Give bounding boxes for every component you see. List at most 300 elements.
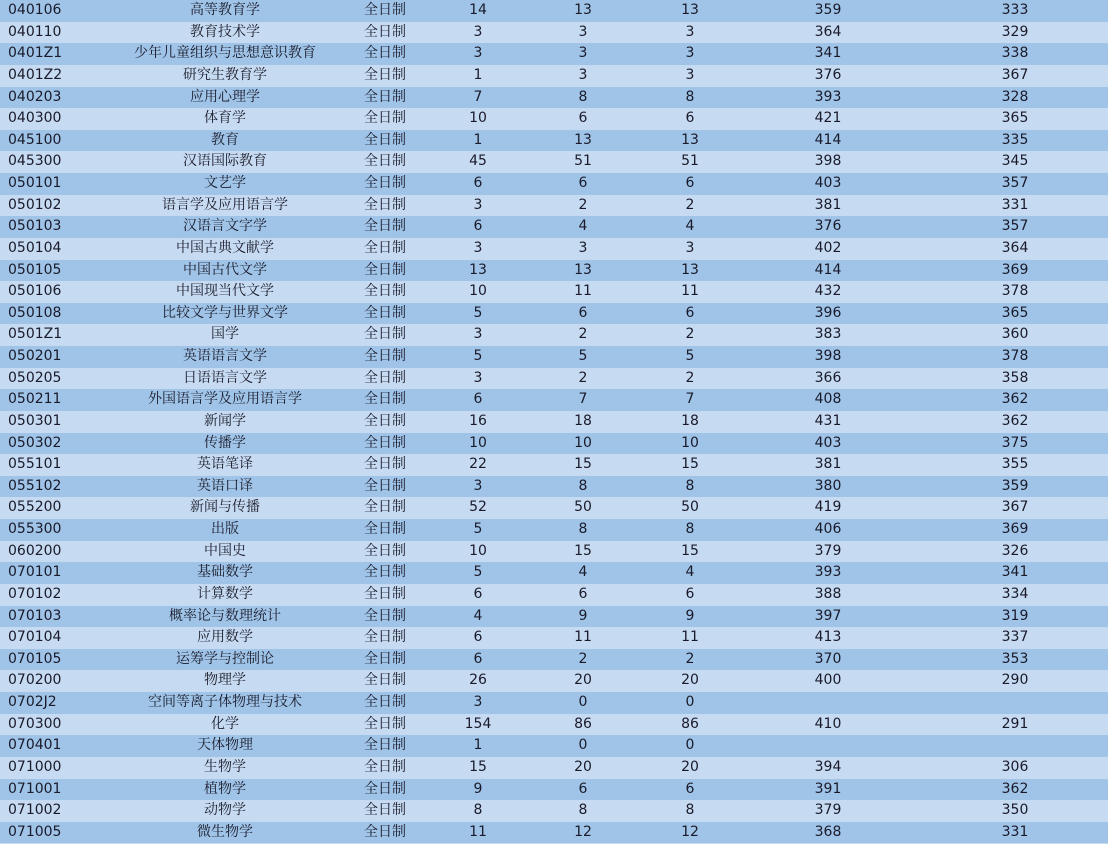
program-name-cell: 物理学 xyxy=(204,672,246,689)
count-2-cell: 2 xyxy=(578,369,588,386)
count-3-cell: 11 xyxy=(681,629,699,646)
study-mode-cell: 全日制 xyxy=(364,672,406,689)
count-1-cell: 10 xyxy=(469,110,487,127)
count-1-cell: 8 xyxy=(473,802,483,819)
count-1-cell: 10 xyxy=(469,434,487,451)
table-row xyxy=(0,195,1108,217)
count-1-cell: 6 xyxy=(473,629,483,646)
program-name-cell: 传播学 xyxy=(204,434,246,451)
program-name-cell: 少年儿童组织与思想意识教育 xyxy=(134,45,316,62)
count-2-cell: 50 xyxy=(574,499,592,516)
score-high-cell: 383 xyxy=(814,326,842,343)
table-row xyxy=(0,519,1108,541)
count-2-cell: 20 xyxy=(574,672,592,689)
program-code-cell: 050104 xyxy=(8,239,62,256)
program-name-cell: 体育学 xyxy=(204,110,246,127)
score-high-cell: 403 xyxy=(814,175,842,191)
program-name-cell: 英语语言文学 xyxy=(183,348,267,364)
score-high-cell: 376 xyxy=(814,218,842,235)
table-row xyxy=(0,303,1108,325)
program-code-cell: 055102 xyxy=(8,477,62,494)
program-code-cell: 0501Z1 xyxy=(8,326,63,343)
program-name-cell: 比较文学与世界文学 xyxy=(162,304,288,321)
score-low-cell: 355 xyxy=(1001,456,1029,473)
count-3-cell: 2 xyxy=(685,369,695,386)
count-3-cell: 15 xyxy=(681,542,699,559)
count-1-cell: 10 xyxy=(469,283,487,300)
score-high-cell: 413 xyxy=(814,629,842,646)
study-mode-cell: 全日制 xyxy=(364,780,406,797)
program-name-cell: 高等教育学 xyxy=(190,2,260,18)
count-3-cell: 9 xyxy=(685,607,695,624)
program-code-cell: 055101 xyxy=(8,456,62,473)
table-row xyxy=(0,130,1108,152)
study-mode-cell: 全日制 xyxy=(364,283,406,300)
program-code-cell: 050108 xyxy=(8,304,62,321)
table-row xyxy=(0,584,1108,606)
count-3-cell: 13 xyxy=(681,261,699,278)
count-1-cell: 3 xyxy=(473,196,483,213)
count-2-cell: 13 xyxy=(574,131,592,148)
study-mode-cell: 全日制 xyxy=(364,239,406,256)
score-high-cell: 379 xyxy=(814,802,842,819)
count-1-cell: 16 xyxy=(469,412,487,429)
count-3-cell: 86 xyxy=(681,715,699,732)
score-low-cell: 358 xyxy=(1001,369,1029,386)
table-row xyxy=(0,151,1108,173)
count-1-cell: 45 xyxy=(469,153,487,170)
count-1-cell: 3 xyxy=(473,694,483,710)
program-code-cell: 040110 xyxy=(8,23,62,40)
table-row xyxy=(0,281,1108,303)
count-3-cell: 11 xyxy=(681,283,699,300)
score-low-cell: 306 xyxy=(1001,758,1029,775)
count-2-cell: 3 xyxy=(578,66,588,83)
count-2-cell: 7 xyxy=(578,391,588,408)
score-low-cell: 369 xyxy=(1001,521,1029,537)
study-mode-cell: 全日制 xyxy=(364,391,406,408)
count-1-cell: 6 xyxy=(473,650,483,667)
count-3-cell: 15 xyxy=(681,456,699,473)
score-low-cell: 359 xyxy=(1001,477,1029,494)
score-high-cell: 398 xyxy=(814,348,842,364)
count-3-cell: 3 xyxy=(685,66,695,83)
program-code-cell: 071001 xyxy=(8,780,62,797)
count-2-cell: 6 xyxy=(578,780,588,797)
count-3-cell: 6 xyxy=(685,110,695,127)
count-3-cell: 8 xyxy=(685,88,695,105)
count-1-cell: 154 xyxy=(464,715,492,732)
study-mode-cell: 全日制 xyxy=(364,564,406,581)
table-row xyxy=(0,476,1108,498)
study-mode-cell: 全日制 xyxy=(364,261,406,278)
score-high-cell: 368 xyxy=(814,823,842,840)
program-code-cell: 050101 xyxy=(8,175,62,191)
program-code-cell: 050103 xyxy=(8,218,62,235)
score-low-cell: 331 xyxy=(1001,196,1029,213)
score-high-cell: 408 xyxy=(814,391,842,408)
study-mode-cell: 全日制 xyxy=(364,607,406,624)
score-high-cell: 381 xyxy=(814,456,842,473)
score-low-cell: 365 xyxy=(1001,304,1029,321)
count-1-cell: 11 xyxy=(469,823,487,840)
program-name-cell: 汉语言文字学 xyxy=(183,218,267,235)
count-3-cell: 20 xyxy=(681,758,699,775)
study-mode-cell: 全日制 xyxy=(364,304,406,321)
score-high-cell: 406 xyxy=(814,521,842,537)
count-2-cell: 10 xyxy=(574,434,592,451)
table-row xyxy=(0,606,1108,628)
count-3-cell: 6 xyxy=(685,780,695,797)
count-3-cell: 7 xyxy=(685,391,695,408)
count-1-cell: 22 xyxy=(469,456,487,473)
study-mode-cell: 全日制 xyxy=(364,175,406,191)
study-mode-cell: 全日制 xyxy=(364,434,406,451)
study-mode-cell: 全日制 xyxy=(364,456,406,473)
program-name-cell: 出版 xyxy=(211,521,239,537)
study-mode-cell: 全日制 xyxy=(364,412,406,429)
table-row xyxy=(0,670,1108,692)
count-1-cell: 52 xyxy=(469,499,487,516)
score-low-cell: 378 xyxy=(1001,283,1029,300)
program-code-cell: 050102 xyxy=(8,196,62,213)
count-1-cell: 4 xyxy=(473,607,483,624)
score-high-cell: 381 xyxy=(814,196,842,213)
count-1-cell: 3 xyxy=(473,45,483,62)
score-high-cell: 341 xyxy=(814,45,842,62)
table-row xyxy=(0,238,1108,260)
count-1-cell: 5 xyxy=(473,564,483,581)
count-3-cell: 8 xyxy=(685,521,695,537)
count-1-cell: 3 xyxy=(473,477,483,494)
count-2-cell: 0 xyxy=(578,737,588,754)
count-2-cell: 8 xyxy=(578,802,588,819)
count-1-cell: 6 xyxy=(473,391,483,408)
study-mode-cell: 全日制 xyxy=(364,629,406,646)
count-2-cell: 3 xyxy=(578,45,588,62)
count-1-cell: 26 xyxy=(469,672,487,689)
count-1-cell: 1 xyxy=(473,66,483,83)
count-2-cell: 6 xyxy=(578,175,588,191)
score-low-cell: 290 xyxy=(1001,672,1029,689)
study-mode-cell: 全日制 xyxy=(364,542,406,559)
program-code-cell: 050106 xyxy=(8,283,62,300)
program-name-cell: 基础数学 xyxy=(197,564,253,581)
table-row xyxy=(0,43,1108,65)
count-1-cell: 1 xyxy=(473,131,483,148)
count-3-cell: 13 xyxy=(681,2,699,18)
study-mode-cell: 全日制 xyxy=(364,45,406,62)
count-2-cell: 11 xyxy=(574,629,592,646)
program-name-cell: 语言学及应用语言学 xyxy=(162,196,288,213)
study-mode-cell: 全日制 xyxy=(364,694,406,710)
program-code-cell: 055300 xyxy=(8,521,62,537)
study-mode-cell: 全日制 xyxy=(364,131,406,148)
program-name-cell: 微生物学 xyxy=(197,823,253,840)
program-name-cell: 中国古代文学 xyxy=(183,261,267,278)
count-2-cell: 15 xyxy=(574,542,592,559)
program-code-cell: 070102 xyxy=(8,585,62,602)
score-low-cell: 353 xyxy=(1001,650,1029,667)
study-mode-cell: 全日制 xyxy=(364,499,406,516)
program-name-cell: 新闻学 xyxy=(204,412,246,429)
count-2-cell: 51 xyxy=(574,153,592,170)
count-3-cell: 12 xyxy=(681,823,699,840)
study-mode-cell: 全日制 xyxy=(364,477,406,494)
count-2-cell: 2 xyxy=(578,326,588,343)
count-3-cell: 6 xyxy=(685,304,695,321)
program-name-cell: 生物学 xyxy=(204,758,246,775)
study-mode-cell: 全日制 xyxy=(364,585,406,602)
count-2-cell: 3 xyxy=(578,239,588,256)
study-mode-cell: 全日制 xyxy=(364,66,406,83)
program-code-cell: 071000 xyxy=(8,758,62,775)
table-row xyxy=(0,216,1108,238)
score-low-cell: 329 xyxy=(1001,23,1029,40)
count-3-cell: 51 xyxy=(681,153,699,170)
count-2-cell: 6 xyxy=(578,304,588,321)
program-name-cell: 中国古典文献学 xyxy=(176,239,274,256)
score-low-cell: 378 xyxy=(1001,348,1029,364)
count-2-cell: 6 xyxy=(578,110,588,127)
table-row xyxy=(0,108,1108,130)
count-1-cell: 14 xyxy=(469,2,487,18)
count-1-cell: 3 xyxy=(473,369,483,386)
count-1-cell: 3 xyxy=(473,326,483,343)
count-2-cell: 8 xyxy=(578,88,588,105)
score-low-cell: 357 xyxy=(1001,218,1029,235)
score-high-cell: 419 xyxy=(814,499,842,516)
program-code-cell: 050201 xyxy=(8,348,62,364)
program-name-cell: 教育技术学 xyxy=(190,23,260,40)
program-code-cell: 055200 xyxy=(8,499,62,516)
score-high-cell: 393 xyxy=(814,88,842,105)
program-name-cell: 汉语国际教育 xyxy=(183,153,267,170)
table-row xyxy=(0,692,1108,714)
count-2-cell: 86 xyxy=(574,715,592,732)
study-mode-cell: 全日制 xyxy=(364,369,406,386)
table-row xyxy=(0,324,1108,346)
count-3-cell: 2 xyxy=(685,326,695,343)
count-1-cell: 10 xyxy=(469,542,487,559)
count-3-cell: 8 xyxy=(685,477,695,494)
program-code-cell: 050205 xyxy=(8,369,62,386)
program-name-cell: 应用数学 xyxy=(197,629,253,646)
score-high-cell: 410 xyxy=(814,715,842,732)
program-code-cell: 050211 xyxy=(8,391,62,408)
count-3-cell: 18 xyxy=(681,412,699,429)
count-1-cell: 1 xyxy=(473,737,483,754)
score-low-cell: 364 xyxy=(1001,239,1029,256)
program-name-cell: 化学 xyxy=(211,715,239,732)
score-high-cell: 431 xyxy=(814,412,842,429)
program-code-cell: 070105 xyxy=(8,650,62,667)
score-low-cell: 291 xyxy=(1001,715,1029,732)
program-name-cell: 中国史 xyxy=(204,542,246,559)
score-low-cell: 367 xyxy=(1001,499,1029,516)
study-mode-cell: 全日制 xyxy=(364,218,406,235)
score-high-cell: 414 xyxy=(814,261,842,278)
count-1-cell: 15 xyxy=(469,758,487,775)
count-3-cell: 20 xyxy=(681,672,699,689)
program-code-cell: 070101 xyxy=(8,564,62,581)
count-2-cell: 15 xyxy=(574,456,592,473)
program-code-cell: 060200 xyxy=(8,542,62,559)
score-low-cell: 331 xyxy=(1001,823,1029,840)
count-3-cell: 5 xyxy=(685,348,695,364)
study-mode-cell: 全日制 xyxy=(364,110,406,127)
table-row xyxy=(0,389,1108,411)
program-code-cell: 045100 xyxy=(8,131,62,148)
count-3-cell: 6 xyxy=(685,175,695,191)
program-name-cell: 新闻与传播 xyxy=(190,499,260,516)
count-3-cell: 13 xyxy=(681,131,699,148)
program-name-cell: 天体物理 xyxy=(197,737,253,754)
count-3-cell: 0 xyxy=(685,737,695,754)
table-row xyxy=(0,735,1108,757)
count-2-cell: 11 xyxy=(574,283,592,300)
table-row xyxy=(0,368,1108,390)
table-row xyxy=(0,497,1108,519)
table-row xyxy=(0,22,1108,44)
study-mode-cell: 全日制 xyxy=(364,715,406,732)
program-name-cell: 国学 xyxy=(211,326,239,343)
count-2-cell: 8 xyxy=(578,521,588,537)
program-name-cell: 文艺学 xyxy=(204,175,246,191)
program-name-cell: 英语笔译 xyxy=(197,456,253,473)
table-row xyxy=(0,627,1108,649)
count-2-cell: 2 xyxy=(578,650,588,667)
study-mode-cell: 全日制 xyxy=(364,737,406,754)
count-2-cell: 6 xyxy=(578,585,588,602)
program-code-cell: 070401 xyxy=(8,737,62,754)
program-name-cell: 英语口译 xyxy=(197,477,253,494)
score-high-cell: 414 xyxy=(814,131,842,148)
score-low-cell: 362 xyxy=(1001,412,1029,429)
program-code-cell: 050105 xyxy=(8,261,62,278)
score-high-cell: 400 xyxy=(814,672,842,689)
program-name-cell: 动物学 xyxy=(204,802,246,819)
score-low-cell: 328 xyxy=(1001,88,1029,105)
score-low-cell: 341 xyxy=(1001,564,1029,581)
count-3-cell: 50 xyxy=(681,499,699,516)
score-low-cell: 319 xyxy=(1001,607,1029,624)
study-mode-cell: 全日制 xyxy=(364,823,406,840)
score-high-cell: 394 xyxy=(814,758,842,775)
score-low-cell: 362 xyxy=(1001,391,1029,408)
table-row xyxy=(0,649,1108,671)
count-1-cell: 6 xyxy=(473,218,483,235)
table-row xyxy=(0,433,1108,455)
score-high-cell: 397 xyxy=(814,607,842,624)
program-name-cell: 日语语言文学 xyxy=(183,369,267,386)
study-mode-cell: 全日制 xyxy=(364,196,406,213)
program-code-cell: 040300 xyxy=(8,110,62,127)
score-high-cell: 359 xyxy=(814,2,842,18)
score-high-cell: 432 xyxy=(814,283,842,300)
table-row xyxy=(0,541,1108,563)
table-row xyxy=(0,562,1108,584)
count-3-cell: 4 xyxy=(685,564,695,581)
program-code-cell: 070200 xyxy=(8,672,62,689)
table-row xyxy=(0,800,1108,822)
count-2-cell: 18 xyxy=(574,412,592,429)
table-row xyxy=(0,454,1108,476)
score-low-cell: 369 xyxy=(1001,261,1029,278)
count-1-cell: 3 xyxy=(473,23,483,40)
score-low-cell: 338 xyxy=(1001,45,1029,62)
count-2-cell: 13 xyxy=(574,261,592,278)
count-2-cell: 3 xyxy=(578,23,588,40)
study-mode-cell: 全日制 xyxy=(364,802,406,819)
table-row xyxy=(0,757,1108,779)
score-high-cell: 391 xyxy=(814,780,842,797)
study-mode-cell: 全日制 xyxy=(364,153,406,170)
count-1-cell: 6 xyxy=(473,175,483,191)
program-code-cell: 071002 xyxy=(8,802,62,819)
program-code-cell: 050301 xyxy=(8,412,62,429)
score-low-cell: 360 xyxy=(1001,326,1029,343)
score-low-cell: 357 xyxy=(1001,175,1029,191)
count-1-cell: 5 xyxy=(473,304,483,321)
program-name-cell: 空间等离子体物理与技术 xyxy=(148,694,302,710)
count-3-cell: 10 xyxy=(681,434,699,451)
count-2-cell: 13 xyxy=(574,2,592,18)
study-mode-cell: 全日制 xyxy=(364,348,406,364)
program-name-cell: 中国现当代文学 xyxy=(176,283,274,300)
count-1-cell: 5 xyxy=(473,521,483,537)
count-2-cell: 12 xyxy=(574,823,592,840)
count-3-cell: 6 xyxy=(685,585,695,602)
program-name-cell: 计算数学 xyxy=(197,585,253,602)
study-mode-cell: 全日制 xyxy=(364,2,406,18)
program-code-cell: 0401Z2 xyxy=(8,66,63,83)
score-low-cell: 334 xyxy=(1001,585,1029,602)
program-name-cell: 教育 xyxy=(211,131,239,148)
score-low-cell: 335 xyxy=(1001,131,1029,148)
program-code-cell: 045300 xyxy=(8,153,62,170)
table-row xyxy=(0,822,1108,844)
study-mode-cell: 全日制 xyxy=(364,650,406,667)
study-mode-cell: 全日制 xyxy=(364,88,406,105)
program-code-cell: 0702J2 xyxy=(8,694,57,710)
count-3-cell: 3 xyxy=(685,23,695,40)
table-row xyxy=(0,0,1108,22)
table-row xyxy=(0,346,1108,368)
table-row xyxy=(0,714,1108,736)
count-2-cell: 20 xyxy=(574,758,592,775)
program-name-cell: 外国语言学及应用语言学 xyxy=(148,391,302,408)
count-1-cell: 13 xyxy=(469,261,487,278)
count-3-cell: 2 xyxy=(685,196,695,213)
program-name-cell: 研究生教育学 xyxy=(183,66,267,83)
count-3-cell: 0 xyxy=(685,694,695,710)
score-high-cell: 370 xyxy=(814,650,842,667)
count-2-cell: 4 xyxy=(578,218,588,235)
score-high-cell: 393 xyxy=(814,564,842,581)
table-row xyxy=(0,87,1108,109)
count-3-cell: 3 xyxy=(685,239,695,256)
score-low-cell: 350 xyxy=(1001,802,1029,819)
study-mode-cell: 全日制 xyxy=(364,521,406,537)
program-code-cell: 040203 xyxy=(8,88,62,105)
count-2-cell: 4 xyxy=(578,564,588,581)
score-high-cell: 403 xyxy=(814,434,842,451)
program-name-cell: 概率论与数理统计 xyxy=(169,607,281,624)
score-low-cell: 367 xyxy=(1001,66,1029,83)
score-high-cell: 388 xyxy=(814,585,842,602)
program-code-cell: 040106 xyxy=(8,2,62,18)
